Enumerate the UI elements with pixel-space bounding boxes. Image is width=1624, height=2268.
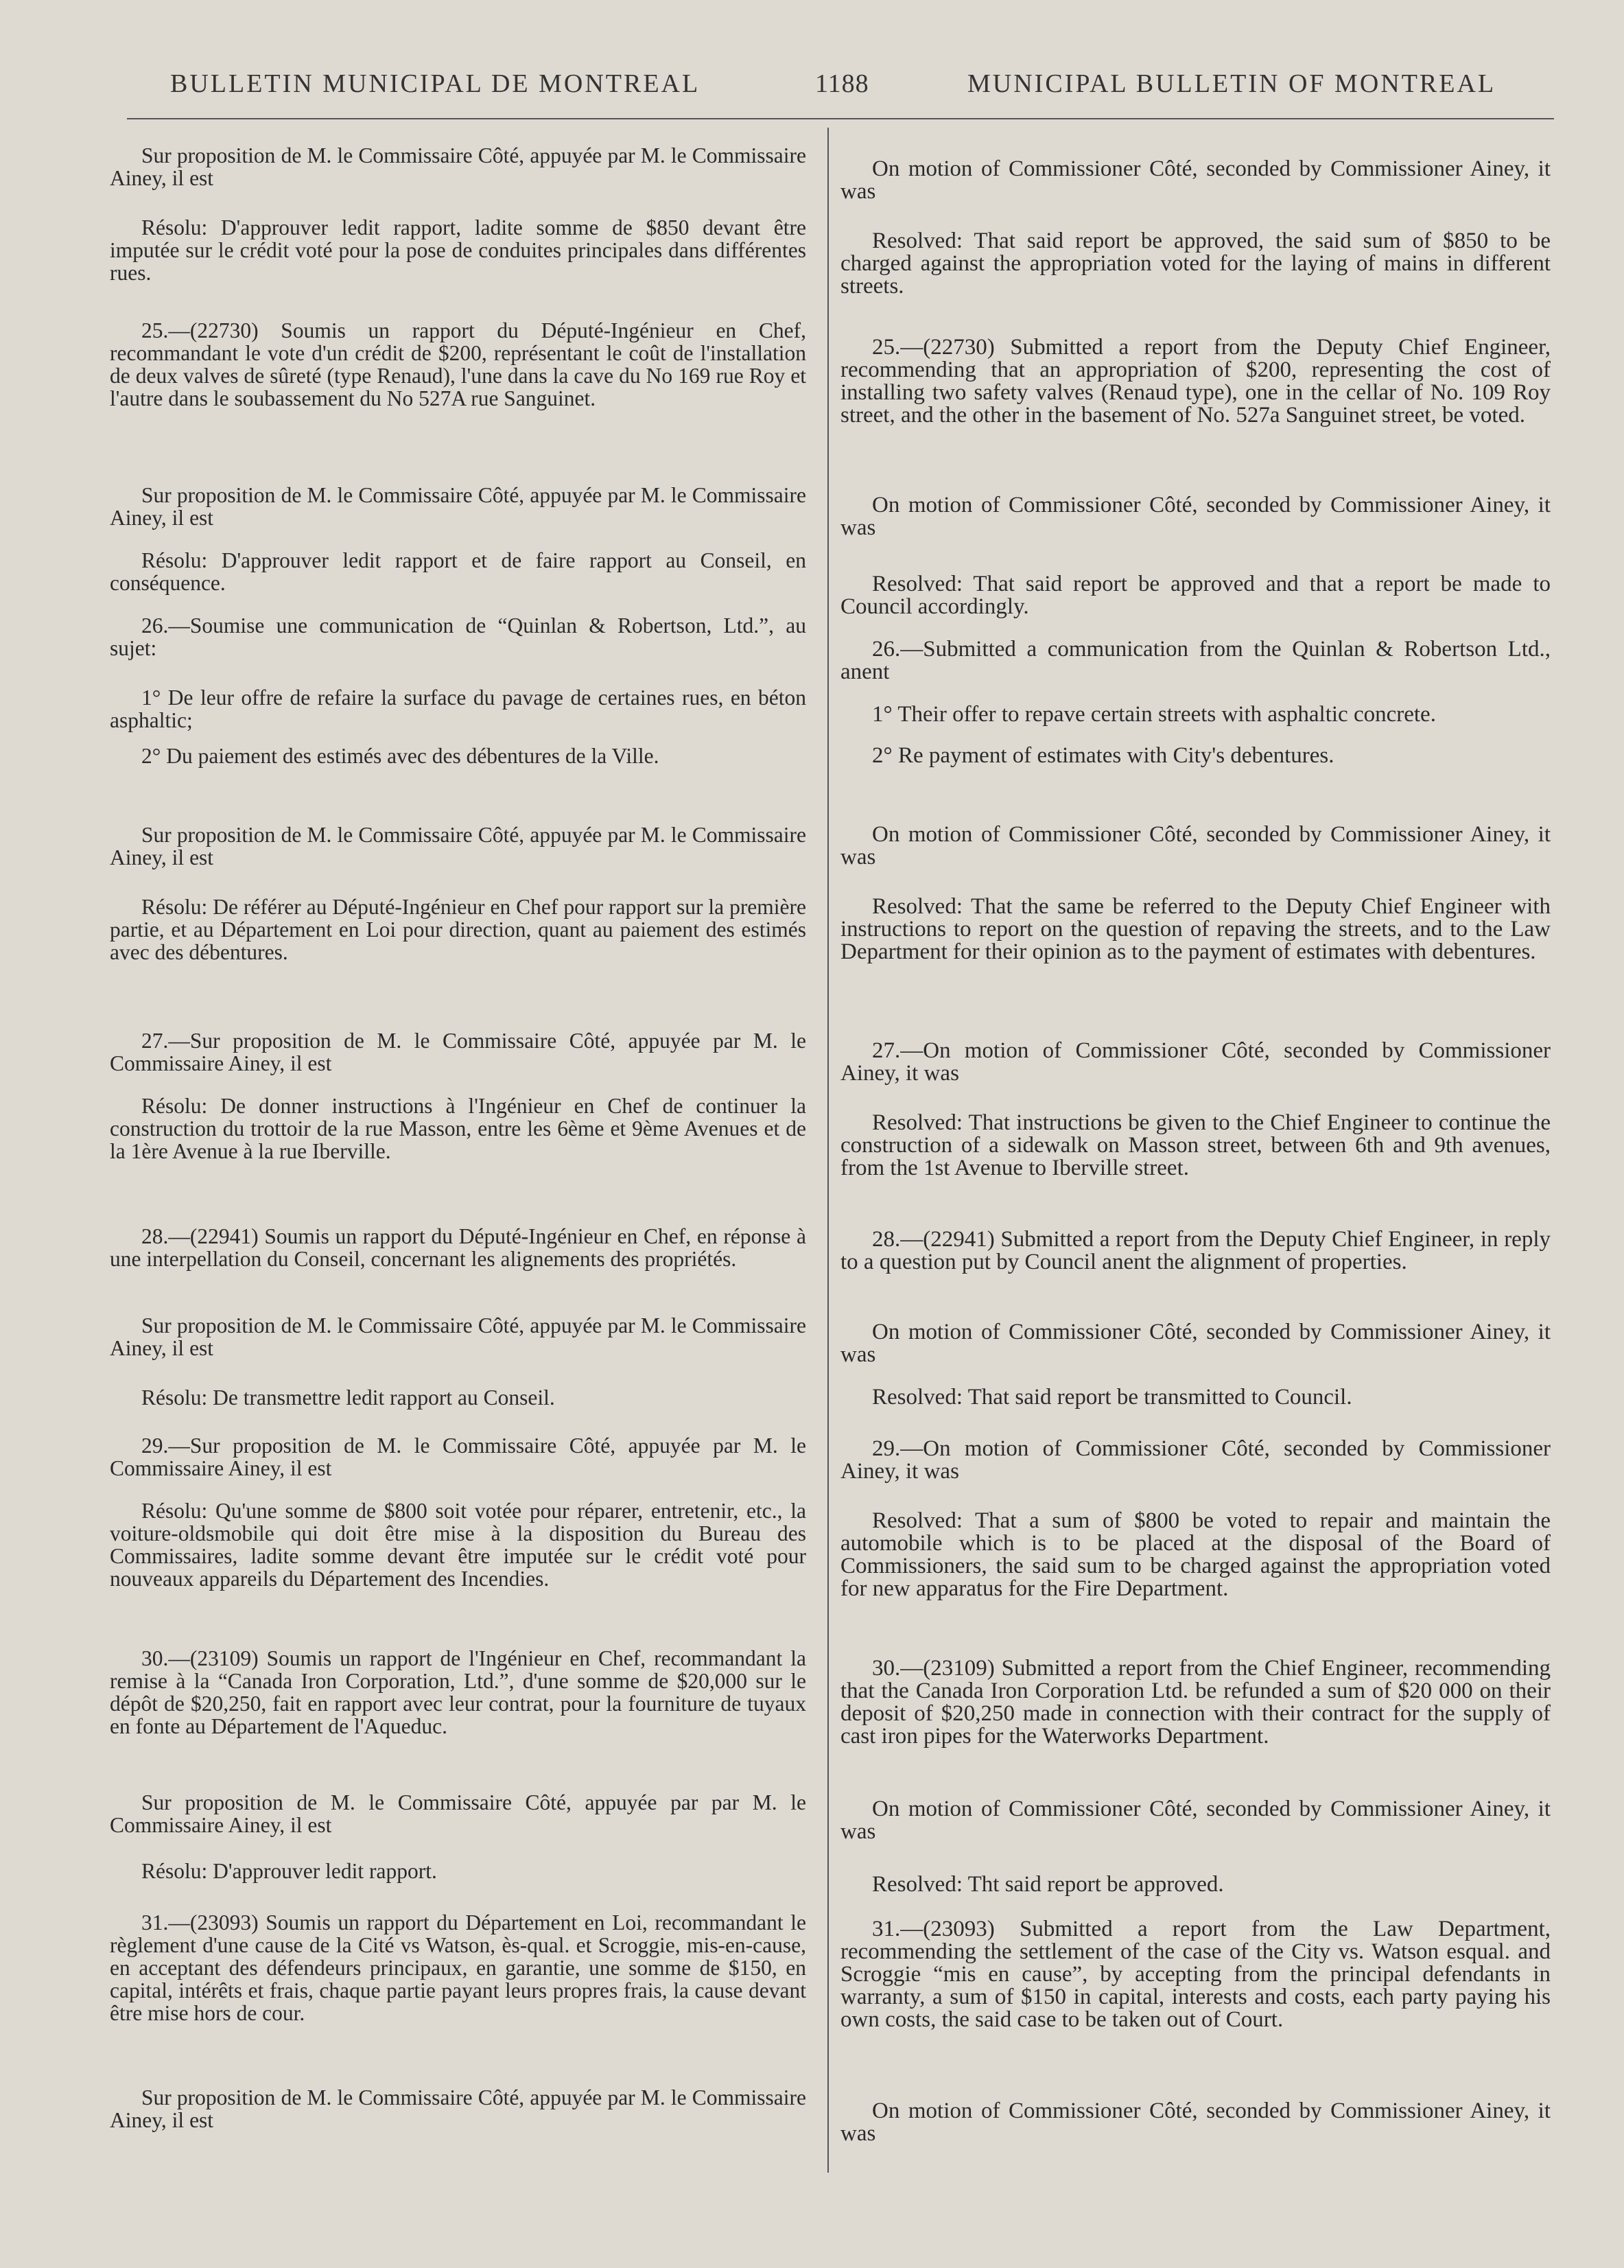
en-paragraph: Resolved: That said report be approved and that a report be made to Council accordingly. bbox=[840, 572, 1551, 619]
fr-paragraph: Résolu: D'approuver ledit rapport, ladite somme de $850 devant être imputée sur le crédit voté pour la pose de conduites principales dans différentes rues. bbox=[110, 215, 806, 285]
column-divider bbox=[827, 128, 829, 2173]
fr-paragraph: 28.—(22941) Soumis un rapport du Député-Ingénieur en Chef, en réponse à une interpellation du Conseil, concernant les alignements des propriétés. bbox=[110, 1224, 806, 1271]
en-paragraph: Resolved: Tht said report be approved. bbox=[872, 1872, 1224, 1897]
en-paragraph: 29.—On motion of Commissioner Côté, seconded by Commissioner Ainey, it was bbox=[840, 1436, 1551, 1484]
en-paragraph: Resolved: That instructions be given to the Chief Engineer to continue the construction of a sidewalk on Masson street, between 6th and 9th avenues, from the 1st Avenue to Iberville street. bbox=[840, 1110, 1551, 1180]
header-left-title: BULLETIN MUNICIPAL DE MONTREAL bbox=[170, 69, 701, 98]
fr-paragraph: Sur proposition de M. le Commissaire Côté, appuyée par M. le Commissaire Ainey, il est bbox=[110, 143, 806, 190]
fr-paragraph: Résolu: De donner instructions à l'Ingénieur en Chef de continuer la construction du trottoir de la rue Masson, entre les 6ème et 9ème Avenues et de la 1ère Avenue à la rue Iberville. bbox=[110, 1094, 806, 1163]
en-paragraph: On motion of Commissioner Côté, seconded by Commissioner Ainey, it was bbox=[840, 493, 1551, 540]
fr-paragraph: Sur proposition de M. le Commissaire Côté, appuyée par M. le Commissaire Ainey, il est bbox=[110, 823, 806, 869]
en-paragraph: Resolved: That said report be approved, the said sum of $850 to be charged against the appropriation voted for the laying of mains in different streets. bbox=[840, 229, 1551, 299]
en-paragraph: 28.—(22941) Submitted a report from the Deputy Chief Engineer, in reply to a question put by Council anent the alignment of properties. bbox=[840, 1227, 1551, 1274]
header-right-title: MUNICIPAL BULLETIN OF MONTREAL bbox=[967, 69, 1496, 98]
en-paragraph: 2° Re payment of estimates with City's debentures. bbox=[872, 743, 1334, 768]
en-paragraph: 27.—On motion of Commissioner Côté, seconded by Commissioner Ainey, it was bbox=[840, 1038, 1551, 1086]
fr-paragraph: Résolu: Qu'une somme de $800 soit votée pour réparer, entretenir, etc., la voiture-oldsmobile qui doit être mise à la disposition du Bureau des Commissaires, ladite somme devant être imputée sur le crédit voté pour nouveaux appareils du Département des Incendies. bbox=[110, 1499, 806, 1591]
fr-paragraph: 26.—Soumise une communication de “Quinlan & Robertson, Ltd.”, au sujet: bbox=[110, 613, 806, 660]
en-paragraph: 1° Their offer to repave certain streets with asphaltic concrete. bbox=[872, 702, 1436, 727]
en-paragraph: On motion of Commissioner Côté, seconded by Commissioner Ainey, it was bbox=[840, 2099, 1551, 2146]
en-paragraph: On motion of Commissioner Côté, seconded by Commissioner Ainey, it was bbox=[840, 1797, 1551, 1844]
en-paragraph: Resolved: That said report be transmitted to Council. bbox=[872, 1385, 1352, 1410]
en-paragraph: 30.—(23109) Submitted a report from the Chief Engineer, recommending that the Canada Iron Corporation Ltd. be refunded a sum of $20 000 on their deposit of $20,250 made in connection with their contract for the supply of cast iron pipes for the Waterworks Department. bbox=[840, 1656, 1551, 1749]
fr-paragraph: 29.—Sur proposition de M. le Commissaire Côté, appuyée par M. le Commissaire Ainey, il est bbox=[110, 1434, 806, 1480]
en-paragraph: 25.—(22730) Submitted a report from the Deputy Chief Engineer, recommending that an appropriation of $200, representing the cost of installing two safety valves (Renaud type), one in the cellar of No. 109 Roy street, and the other in the basement of No. 527a Sanguinet street, be voted. bbox=[840, 335, 1551, 428]
en-paragraph: 26.—Submitted a communication from the Quinlan & Robertson Ltd., anent bbox=[840, 637, 1551, 684]
en-paragraph: On motion of Commissioner Côté, seconded by Commissioner Ainey, it was bbox=[840, 1320, 1551, 1367]
page-number: 1188 bbox=[815, 69, 869, 98]
en-paragraph: Resolved: That a sum of $800 be voted to repair and maintain the automobile which is to be placed at the disposal of the Board of Commissioners, the said sum to be charged against the appropriation voted for new apparatus for the Fire Department. bbox=[840, 1508, 1551, 1601]
fr-paragraph: 30.—(23109) Soumis un rapport de l'Ingénieur en Chef, recommandant la remise à la “Canada Iron Corporation, Ltd.”, d'une somme de $20,000 sur le dépôt de $20,250, fait en rapport avec leur contrat, pour la fourniture de tuyaux en fonte au Département de l'Aqueduc. bbox=[110, 1646, 806, 1738]
fr-paragraph: 2° Du paiement des estimés avec des débentures de la Ville. bbox=[141, 744, 659, 768]
fr-paragraph: 31.—(23093) Soumis un rapport du Département en Loi, recommandant le règlement d'une cause de la Cité vs Watson, ès-qual. et Scroggie, mis-en-cause, en acceptant des défendeurs principaux, en garantie, une somme de $150, en capital, intérêts et frais, chaque partie payant leurs propres frais, la cause devant être mise hors de cour. bbox=[110, 1910, 806, 2025]
en-paragraph: On motion of Commissioner Côté, seconded by Commissioner Ainey, it was bbox=[840, 156, 1551, 204]
fr-paragraph: 27.—Sur proposition de M. le Commissaire Côté, appuyée par M. le Commissaire Ainey, il est bbox=[110, 1029, 806, 1075]
en-paragraph: 31.—(23093) Submitted a report from the Law Department, recommending the settlement of the case of the City vs. Watson esqual. and Scroggie “mis en cause”, by accepting from the principal defendants in warranty, a sum of $150 in capital, interests and costs, each party paying his own costs, the said case to be taken out of Court. bbox=[840, 1917, 1551, 2032]
fr-paragraph: 25.—(22730) Soumis un rapport du Député-Ingénieur en Chef, recommandant le vote d'un crédit de $200, représentant le coût de l'installation de deux valves de sûreté (type Renaud), l'une dans la cave du No 169 rue Roy et l'autre dans le soubassement du No 527A rue Sanguinet. bbox=[110, 318, 806, 410]
en-paragraph: On motion of Commissioner Côté, seconded by Commissioner Ainey, it was bbox=[840, 822, 1551, 869]
fr-paragraph: Résolu: De transmettre ledit rapport au Conseil. bbox=[141, 1386, 555, 1410]
fr-paragraph: Sur proposition de M. le Commissaire Côté, appuyée par M. le Commissaire Ainey, il est bbox=[110, 2085, 806, 2132]
fr-paragraph: Sur proposition de M. le Commissaire Côté, appuyée par M. le Commissaire Ainey, il est bbox=[110, 1313, 806, 1360]
fr-paragraph: Résolu: De référer au Député-Ingénieur en Chef pour rapport sur la première partie, et au Département en Loi pour direction, quant au paiement des estimés avec des débentures. bbox=[110, 895, 806, 964]
header-rule bbox=[127, 118, 1554, 119]
fr-paragraph: Résolu: D'approuver ledit rapport et de faire rapport au Conseil, en conséquence. bbox=[110, 548, 806, 595]
fr-paragraph: Résolu: D'approuver ledit rapport. bbox=[141, 1859, 437, 1883]
fr-paragraph: 1° De leur offre de refaire la surface du pavage de certaines rues, en béton asphaltic; bbox=[110, 686, 806, 732]
fr-paragraph: Sur proposition de M. le Commissaire Côté, appuyée par par M. le Commissaire Ainey, il est bbox=[110, 1790, 806, 1837]
fr-paragraph: Sur proposition de M. le Commissaire Côté, appuyée par M. le Commissaire Ainey, il est bbox=[110, 483, 806, 530]
en-paragraph: Resolved: That the same be referred to the Deputy Chief Engineer with instructions to report on the question of repaving the streets, and to the Law Department for their opinion as to the payment of estimates with debentures. bbox=[840, 894, 1551, 964]
